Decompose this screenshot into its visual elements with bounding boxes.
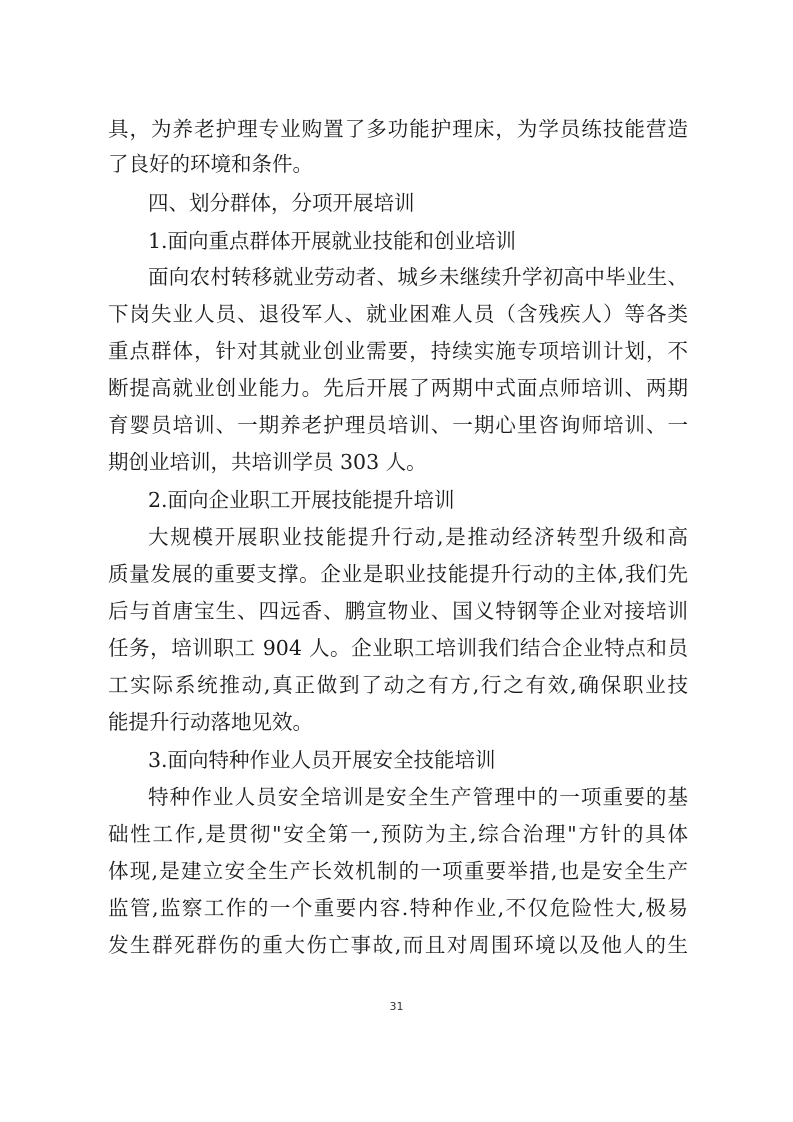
text-line: 大规模开展职业技能提升行动,是推动经济转型升级和高 bbox=[148, 525, 688, 549]
text-line: 监管,监察工作的一个重要内容.特种作业,不仅危险性大,极易 bbox=[108, 896, 688, 920]
text-line: 工实际系统推动,真正做到了动之有方,行之有效,确保职业技 bbox=[108, 673, 688, 697]
text-line: 础性工作,是贯彻"安全第一,预防为主,综合治理"方针的具体 bbox=[108, 822, 688, 846]
text-line: 期创业培训，共培训学员 303 人。 bbox=[108, 450, 427, 474]
text-line: 了良好的环境和条件。 bbox=[108, 152, 313, 176]
text-line: 体现,是建立安全生产长效机制的一项重要举措,也是安全生产 bbox=[108, 859, 688, 883]
subsection-heading: 2.面向企业职工开展技能提升培训 bbox=[148, 488, 455, 512]
text-line: 面向农村转移就业劳动者、城乡未继续升学初高中毕业生、 bbox=[148, 265, 688, 289]
text-line: 断提高就业创业能力。先后开展了两期中式面点师培训、两期 bbox=[108, 376, 688, 400]
text-line: 发生群死群伤的重大伤亡事故,而且对周围环境以及他人的生 bbox=[108, 933, 688, 957]
text-line: 质量发展的重要支撑。企业是职业技能提升行动的主体,我们先 bbox=[108, 562, 688, 586]
text-line: 后与首唐宝生、四远香、鹏宣物业、国义特钢等企业对接培训 bbox=[108, 599, 688, 623]
text-line: 育婴员培训、一期养老护理员培训、一期心里咨询师培训、一 bbox=[108, 413, 688, 437]
page-number: 31 bbox=[389, 1000, 404, 1013]
text-line: 下岗失业人员、退役军人、就业困难人员（含残疾人）等各类 bbox=[108, 302, 688, 326]
text-line: 任务，培训职工 904 人。企业职工培训我们结合企业特点和员 bbox=[108, 636, 688, 660]
section-heading: 四、划分群体，分项开展培训 bbox=[148, 191, 415, 215]
text-line: 能提升行动落地见效。 bbox=[108, 710, 313, 734]
text-line: 具，为养老护理专业购置了多功能护理床，为学员练技能营造 bbox=[108, 117, 688, 141]
subsection-heading: 1.面向重点群体开展就业技能和创业培训 bbox=[148, 229, 517, 253]
text-line: 重点群体，针对其就业创业需要，持续实施专项培训计划，不 bbox=[108, 339, 688, 363]
text-line: 特种作业人员安全培训是安全生产管理中的一项重要的基 bbox=[148, 785, 688, 809]
subsection-heading: 3.面向特种作业人员开展安全技能培训 bbox=[148, 748, 496, 772]
